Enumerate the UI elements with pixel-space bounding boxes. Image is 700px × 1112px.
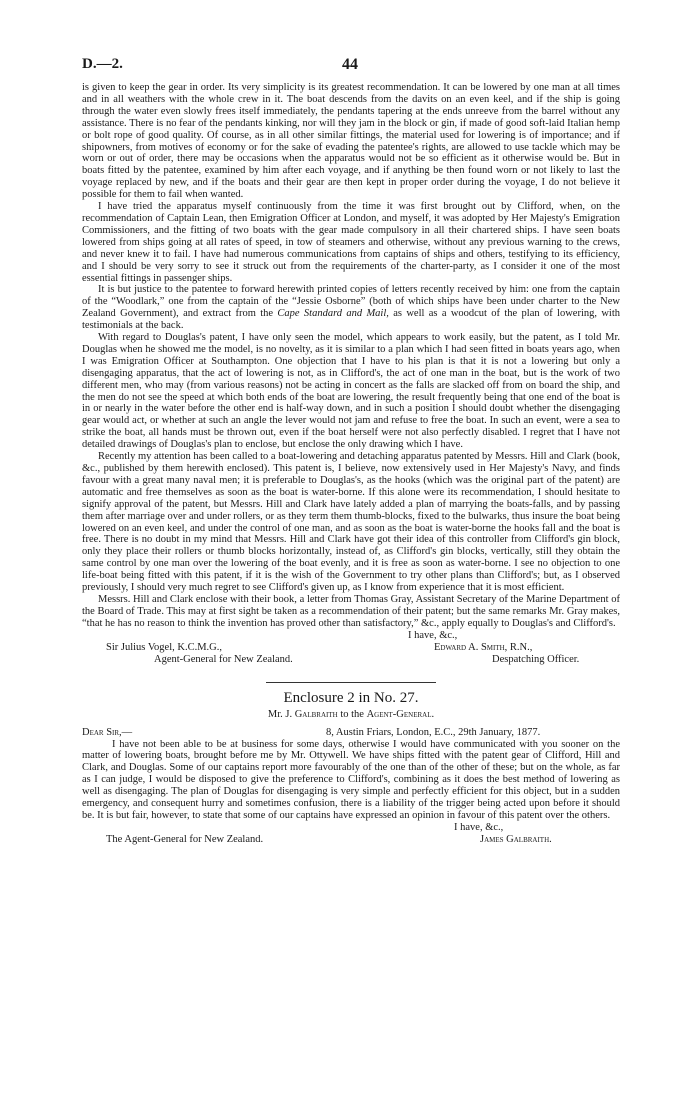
letter2-paragraph: I have not been able to be at business for some days, otherwise I would have communicated with you sooner on the matter of lowering boats, brought before me by Mr. Ottywell. We have ships fitted with the patent gear of Clifford, Hill and Clark, and Douglas. Some of our captains report more favourably of the one than of the other of these; but on the whole, as far as I can judge, I would be disposed to give the preference to Clifford's, combining as it does the best method of lowering as well as disengaging. The plan of Douglas for disengaging is very simple and perfectly efficient for this object, but in a sudden emergency, and consequent hurry and sometimes confusion, there is a liability of the trigger being acted upon before it should be. It is but fair, however, to state that some of our captains have expressed an opinion in favour of this patent over the others. bbox=[82, 738, 620, 821]
letter2-body bbox=[82, 739, 620, 822]
letter1-paragraph-text: It is but justice to the patentee to forward herewith printed copies of letters recently received by him: one from the captain of the “Woodlark,” one from the captain of the “Jessie Osborne” (both of which ships have been under charter to the New Zealand Government), and extract from the bbox=[82, 284, 620, 320]
letter1-closing: I have, &c., bbox=[408, 629, 458, 641]
letter2-signer: James Galbraith. bbox=[480, 833, 552, 845]
letter1-signer-name: Edward A. Smith, R.N., bbox=[434, 641, 533, 653]
body-text bbox=[82, 82, 620, 846]
enclosure-subtitle bbox=[82, 709, 620, 721]
letter2-signature-row bbox=[82, 834, 620, 846]
enclosure-to-text: to the bbox=[337, 708, 367, 720]
enclosure-title: Enclosure 2 in No. 27. bbox=[283, 689, 419, 706]
letter1-paragraph: With regard to Douglas's patent, I have only seen the model, which appears to work easily, but the patent, as I told Mr. Douglas when he showed me the model, is no novelty, as it is similar to a plan which I had seen fitted in boats years ago, when I was Emigration Officer at Southampton. One objection that I have to his plan is that it is not a lowering but only a disengaging apparatus, that the act of lowering is not, as in Clifford's, the act of one man in the boat, but is the work of two different men, who may (from various reasons) not be acting in concert as the falls are slacked off from on board the ship, and the men do not see the speed at which both ends of the boat are lowering, the result frequently being that one end of the boat is in or nearly in the water before the other end is half-way down, and in such a position I should doubt whether the disengaging gear would act, or whether at such an angle the lever would not jam and refuse to free the boat. In such an event, were a sea to strike the boat, all hands must be thrown out, even if the boat herself were not also perfectly disabled. I regret that I have not detailed drawings of Douglas's plan to enclose, but enclose the only drawing which I have. bbox=[82, 332, 620, 451]
letter2-addressee: The Agent-General for New Zealand. bbox=[106, 833, 264, 845]
letter1-paragraph bbox=[82, 284, 620, 332]
letter1-signer-title: Despatching Officer. bbox=[492, 653, 580, 665]
page-header bbox=[82, 56, 618, 78]
letter1-addressee-title: Agent-General for New Zealand. bbox=[154, 653, 293, 665]
enclosure-to-name: Agent-General. bbox=[366, 708, 435, 720]
letter1-paragraph: I have tried the apparatus myself continuously from the time it was first brought out by Clifford, when, on the recommendation of Captain Lean, then Emigration Officer at London, and myself, it was adopted by Her Majesty's Emigration Commissioners, and the fitting of two boats with the gear made compulsory in all their chartered ships. I have seen boats lowered from ships going at all rates of speed, in tow of steamers and otherwise, without any previous warning to the crews, and never knew it to fail. I have had numerous communications from captains of ships and others, testifying to its efficiency, and I should be very sorry to see it struck out from the requirements of the charter-party, as I consider it one of the most essential fittings in passenger ships. bbox=[82, 201, 620, 284]
letter1-title-row bbox=[82, 654, 620, 668]
letter1-closing-row bbox=[82, 630, 620, 642]
letter1-paragraph: is given to keep the gear in order. Its very simplicity is its greatest recommendation. It can be lowered by one man at all times and in all weathers with the whole crew in it. The boat descends from the davits on an even keel, and if the ship is going through the water even slowly frees itself immediately, the pendants tapering at the ends unreeve from the barrel without any assistance. There is no fear of the pendants kinking, nor will they jam in the block or gin, if made of good soft-laid Italian hemp or bolt rope of good quality. Of course, as in all other similar fittings, the material used for lowering is of importance; and if shipowners, from motives of economy or for the sake of evading the patentee's rights, are allowed to use tackle which may be worn or out of order, there may be occasions when the apparatus would not be so efficient as it otherwise would be. But in boats fitted by the patentee, examined by him after each voyage, and if anything be then found worn or not likely to last the voyage replaced by new, and if the boats and their gear are then kept in proper order during the voyage, I do not believe it possible for them to fail when wanted. bbox=[82, 82, 620, 201]
newspaper-title: Cape Standard and Mail, bbox=[277, 308, 389, 320]
letter1-paragraph: Recently my attention has been called to a boat-lowering and detaching apparatus patented by Messrs. Hill and Clark (book, &c., published by them herewith enclosed). This patent is, I believe, now extensively used in Her Majesty's Navy, and finds favour with a great many naval men; it is preferable to Douglas's, as the hooks (which was the original part of the patent) are automatic and free themselves as soon as the boat is water-borne. If this alone were its recommendation, I should hesitate to signify approval of the patent, but Messrs. Hill and Clark have lately added a plan of marrying the boats-falls, and by passing them after marriage over and under rollers, or as they term them thumb-blocks, fixed to the bulwarks, thus insure the boat being lowered on an even keel, and under the control of one man, and as soon as the boat is water-borne the hooks fall and the boat is free. There is no doubt in my mind that Messrs. Hill and Clark have got their idea of this controller from Clifford's gin block, only they place their rollers or thumb blocks horizontally, instead of, as Clifford's gin blocks, vertically, still they obtain the same control by one man over the lowering of the boat evenly, and it is free as soon as water-borne. I see no objection to one life-boat being fitted with this patent, if it is the wish of the Government to try other plans than Clifford's; but, as I observed previously, I should very much regret to see Clifford's given up, as I know from experience that it is most efficient. bbox=[82, 451, 620, 594]
enclosure-from-name: Galbraith bbox=[294, 708, 338, 720]
letter2-address-date: 8, Austin Friars, London, E.C., 29th January, 1877. bbox=[326, 726, 541, 738]
letter1-signature-row bbox=[82, 642, 620, 654]
letter1-addressee-name: Sir Julius Vogel, K.C.M.G., bbox=[106, 641, 223, 653]
letter1-paragraph: Messrs. Hill and Clark enclose with their book, a letter from Thomas Gray, Assistant Secretary of the Marine Department of the Board of Trade. This may at first sight be taken as a recommendation of their patent; but the same remarks Mr. Gray makes, “that he has no reason to think the invention has proved other than satisfactory,” &c., apply equally to Douglas's and Clifford's. bbox=[82, 593, 620, 629]
letter2-salutation: Dear Sir,— bbox=[82, 726, 133, 738]
enclosure-from-prefix: Mr. J. bbox=[267, 708, 295, 720]
page-number: 44 bbox=[342, 56, 358, 73]
section-divider bbox=[266, 682, 436, 683]
document-code: D.—2. bbox=[82, 56, 123, 72]
letter2-header-row bbox=[82, 727, 620, 739]
letter2-closing: I have, &c., bbox=[454, 821, 504, 833]
letter1-paragraph-tail: as well as a woodcut of the plan of lowering, with testimonials at the back. bbox=[82, 308, 620, 332]
letter2-closing-row bbox=[82, 822, 620, 834]
